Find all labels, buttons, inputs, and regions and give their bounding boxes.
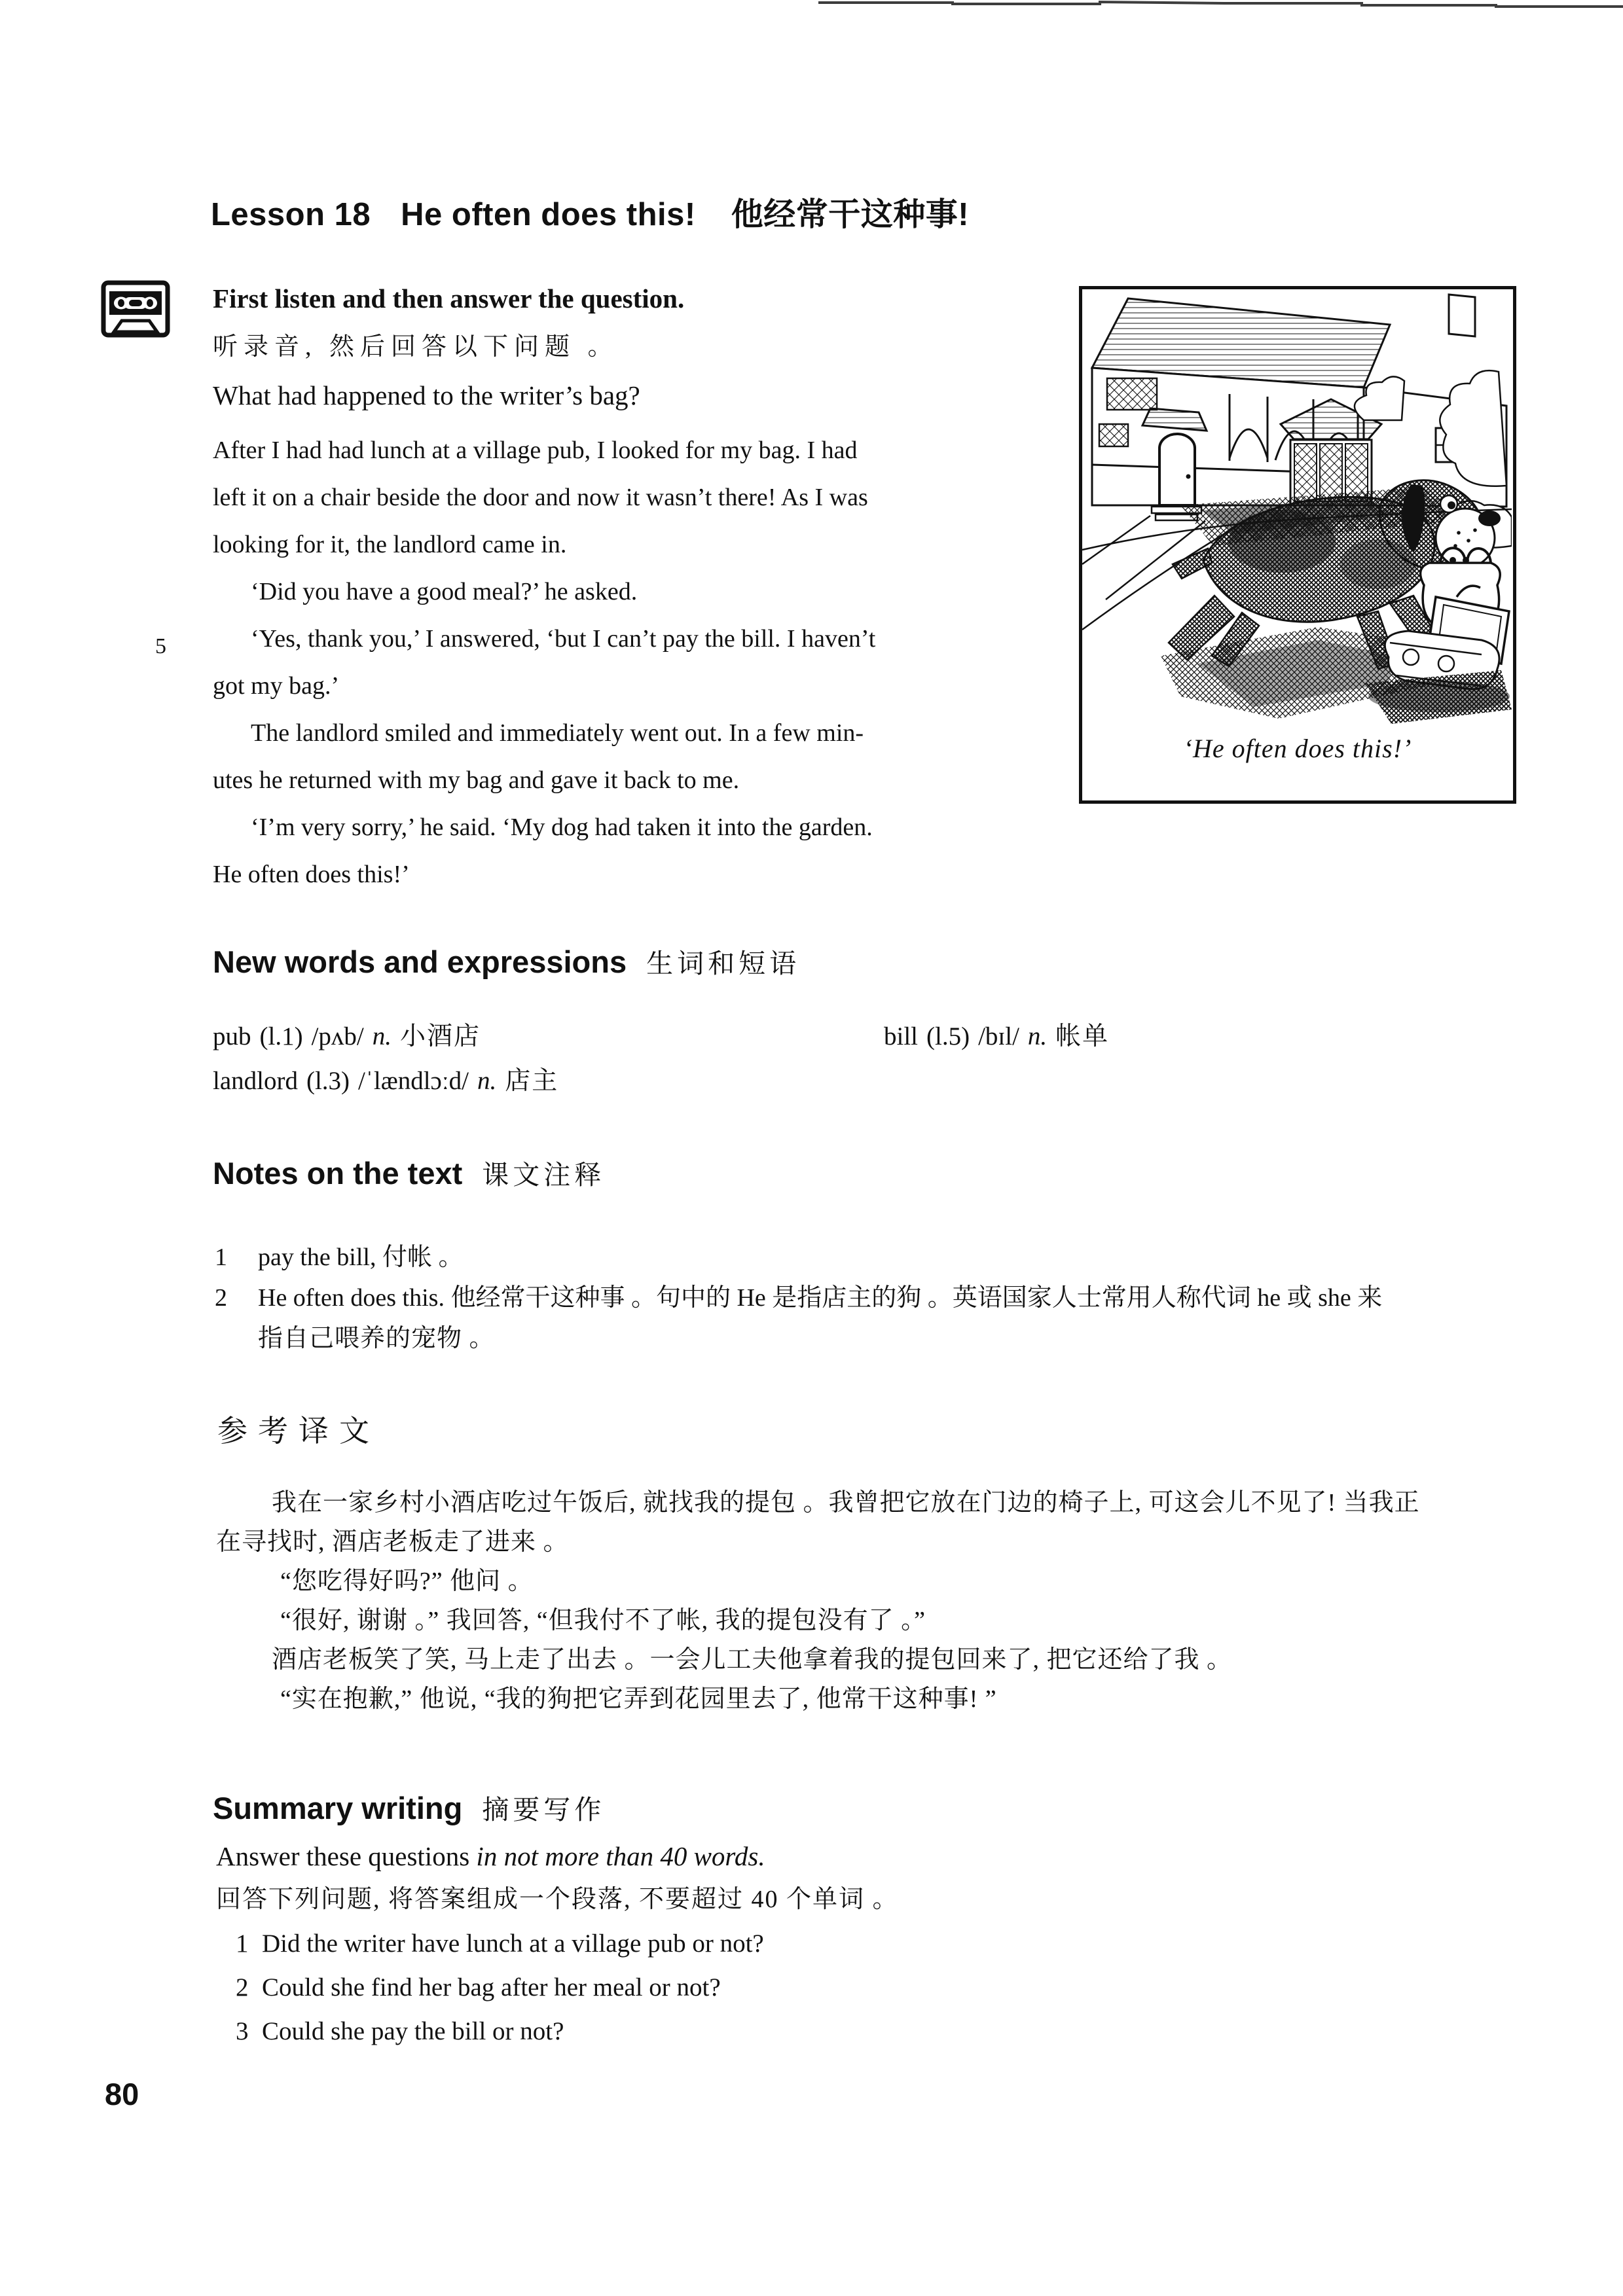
word: bill	[884, 1022, 919, 1050]
word: pub	[213, 1022, 251, 1050]
summary-instruction-lead: Answer these questions	[216, 1841, 477, 1871]
question-text: Could she pay the bill or not?	[262, 2017, 564, 2045]
question-number: 3	[236, 2017, 249, 2045]
passage-line: He often does this!’	[213, 861, 410, 888]
word-list-right-column	[884, 1014, 1109, 1059]
passage-line: got my bag.’	[213, 672, 340, 700]
question-text: Could she find her bag after her meal or not?	[262, 1973, 721, 2001]
summary-heading	[213, 1789, 605, 1829]
translation-block	[216, 1483, 1552, 1719]
comprehension-question: What had happened to the writer’s bag?	[213, 380, 640, 410]
summary-instruction-italic: in not more than 40 words.	[476, 1841, 765, 1871]
luggage-pile	[1365, 586, 1512, 724]
listening-instructions	[213, 275, 1064, 419]
lesson-number: Lesson 18	[211, 196, 371, 232]
translation-line: 酒店老板笑了笑, 马上走了出去 。一会儿工夫他拿着我的提包回来了, 把它还给了我 。	[272, 1646, 1233, 1674]
question-number: 1	[236, 1929, 249, 1958]
summary-instruction-en	[216, 1837, 765, 1876]
word-list-left-column	[213, 1014, 558, 1103]
word-phonetic: /bɪl/	[978, 1022, 1019, 1050]
word-gloss: 小酒店	[399, 1022, 481, 1050]
summary-questions	[216, 1922, 764, 2053]
lesson-title-zh: 他经常干这种事!	[731, 196, 970, 232]
passage-line: The landlord smiled and immediately went out. In a few min-	[251, 719, 864, 747]
illustration-figure	[1079, 286, 1516, 804]
summary-instruction-zh: 回答下列问题, 将答案组成一个段落, 不要超过 40 个单词 。	[216, 1886, 899, 1913]
listen-prompt-zh: 听录音, 然后回答以下问题 。	[213, 333, 619, 361]
translation-line: “您吃得好吗?” 他问 。	[280, 1568, 534, 1595]
question-item	[216, 1922, 764, 1965]
note-number: 2	[215, 1284, 227, 1312]
word-phonetic: /ˈlændlɔːd/	[358, 1067, 469, 1095]
word-entry	[213, 1059, 558, 1103]
question-item	[216, 2009, 764, 2053]
note-text-continued: 指自己喂养的宠物 。	[258, 1325, 495, 1352]
note-text: He often does this. 他经常干这种事 。句中的 He 是指店主的狗 。英语国家人士常用人称代词 he 或 she 来	[258, 1284, 1383, 1312]
word-entry	[213, 1014, 558, 1059]
summary-heading-zh: 摘要写作	[482, 1795, 606, 1825]
reading-passage	[213, 427, 1057, 898]
word-entry	[884, 1014, 1109, 1059]
passage-line: ‘I’m very sorry,’ he said. ‘My dog had taken it into the garden.	[251, 814, 873, 841]
notes-heading-en: Notes on the text	[213, 1156, 463, 1191]
lesson-title	[211, 189, 969, 235]
summary-heading-en: Summary writing	[213, 1791, 463, 1825]
notes-heading	[213, 1154, 605, 1194]
word-phonetic: /pʌb/	[311, 1022, 364, 1050]
illustration-caption: ‘He often does this!’	[1183, 734, 1412, 763]
word-line-ref: (l.1)	[259, 1022, 303, 1050]
question-item	[216, 1965, 764, 2009]
page-number: 80	[105, 2077, 139, 2111]
new-words-heading-zh: 生词和短语	[646, 948, 801, 978]
passage-line: ‘Did you have a good meal?’ he asked.	[251, 578, 638, 605]
passage-line: ‘Yes, thank you,’ I answered, ‘but I can’t pay the bill. I haven’t	[251, 625, 876, 653]
word-pos: n.	[372, 1022, 392, 1050]
passage-line: looking for it, the landlord came in.	[213, 531, 567, 558]
notes-heading-zh: 课文注释	[482, 1160, 606, 1190]
translation-line: 我在一家乡村小酒店吃过午饭后, 就找我的提包 。我曾把它放在门边的椅子上, 可这会儿不见了! 当我正	[272, 1489, 1420, 1516]
translation-line: “实在抱歉,” 他说, “我的狗把它弄到花园里去了, 他常干这种事! ”	[280, 1685, 997, 1713]
notes-list	[215, 1237, 1550, 1359]
word-gloss: 帐单	[1055, 1022, 1110, 1050]
translation-heading: 参考译文	[217, 1414, 380, 1448]
passage-line: After I had had lunch at a village pub, I looked for my bag. I had	[213, 437, 858, 464]
passage-line: left it on a chair beside the door and now it wasn’t there! As I was	[213, 484, 868, 511]
word-gloss: 店主	[505, 1067, 559, 1095]
translation-line: “很好, 谢谢 。” 我回答, “但我付不了帐, 我的提包没有了 。”	[280, 1607, 926, 1634]
word-pos: n.	[477, 1067, 497, 1095]
lesson-title-en: He often does this!	[401, 196, 696, 232]
new-words-heading	[213, 942, 800, 983]
new-words-heading-en: New words and expressions	[213, 944, 627, 979]
word-pos: n.	[1027, 1022, 1048, 1050]
pub-dog-illustration	[1082, 289, 1512, 729]
question-number: 2	[236, 1973, 249, 2001]
note-text: pay the bill, 付帐 。	[258, 1244, 464, 1271]
question-text: Did the writer have lunch at a village pub or not?	[262, 1929, 764, 1958]
word-line-ref: (l.5)	[926, 1022, 970, 1050]
passage-line-number: 5	[155, 634, 166, 658]
page-top-rule	[818, 0, 1623, 12]
cassette-tape-icon	[101, 280, 170, 338]
word-line-ref: (l.3)	[306, 1067, 350, 1095]
listen-prompt-en: First listen and then answer the question.	[213, 283, 685, 314]
word: landlord	[213, 1067, 298, 1095]
note-item	[215, 1278, 1550, 1318]
passage-line: utes he returned with my bag and gave it back to me.	[213, 766, 740, 794]
note-number: 1	[215, 1244, 227, 1271]
translation-line: 在寻找时, 酒店老板走了进来 。	[216, 1528, 569, 1556]
note-item	[215, 1237, 1550, 1278]
